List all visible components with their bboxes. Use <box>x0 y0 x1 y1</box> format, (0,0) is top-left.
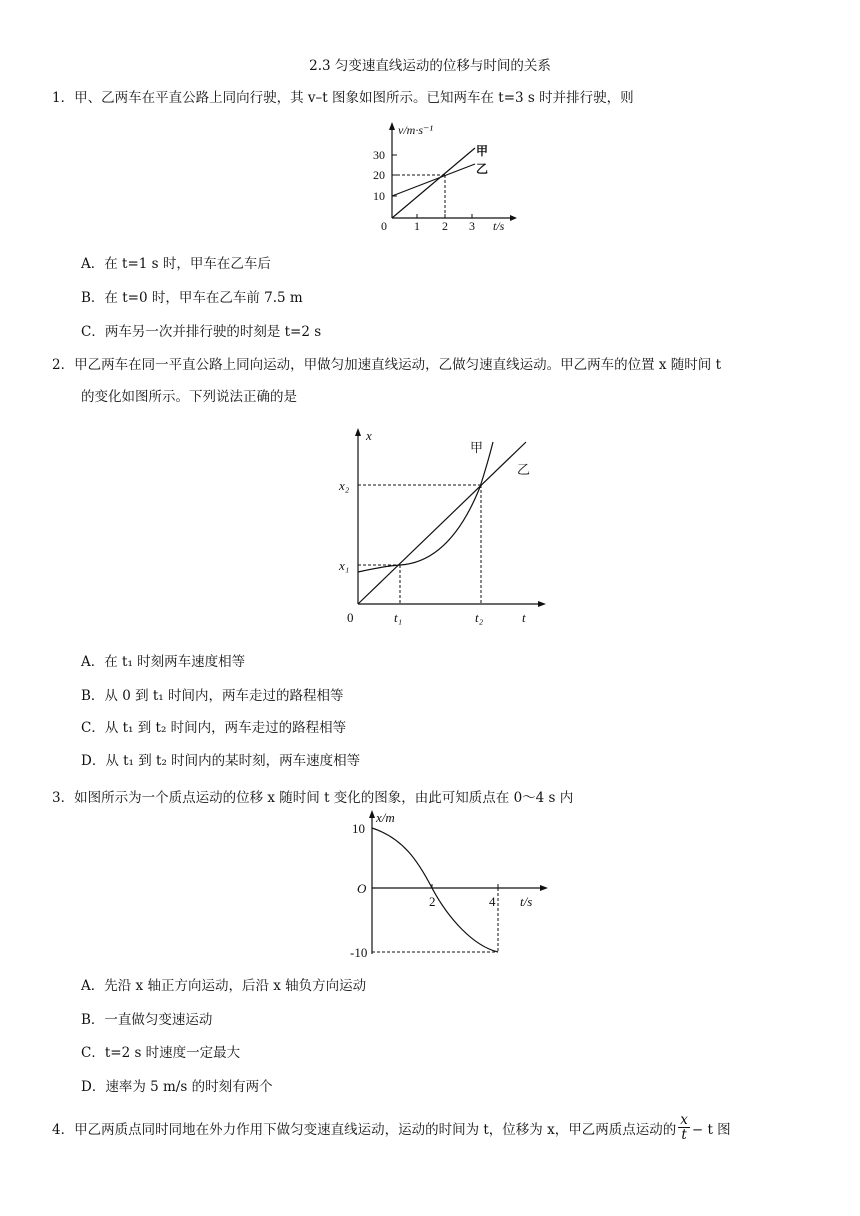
q1-option-b: B．在 t=0 时，甲车在乙车前 7.5 m <box>81 290 303 306</box>
t2-label: t₂ <box>475 610 484 625</box>
y-tick-10: 10 <box>373 189 385 203</box>
question-1-stem <box>52 86 634 106</box>
y-tick-30: 30 <box>373 148 385 162</box>
x-tick-2: 2 <box>429 894 436 909</box>
question-3-stem <box>52 786 573 806</box>
q3-option-d: D．速率为 5 m/s 的时刻有两个 <box>81 1079 273 1095</box>
y-tick-minus-10: -10 <box>350 945 368 960</box>
question-text-cont: − t 图 <box>691 1121 731 1138</box>
origin-label: 0 <box>381 219 387 233</box>
question-text: 如图所示为一个质点运动的位移 x 随时间 t 变化的图象，由此可知质点在 0～4 s 内 <box>74 790 574 806</box>
fraction-denominator: t <box>681 1127 687 1143</box>
t1-label: t₁ <box>394 610 403 625</box>
q2-option-b: B．从 0 到 t₁ 时间内，两车走过的路程相等 <box>81 688 344 704</box>
label-jia: 甲 <box>470 440 484 455</box>
x-tick-2: 2 <box>442 219 448 233</box>
origin-label: 0 <box>347 610 354 625</box>
q2-option-d: D．从 t₁ 到 t₂ 时间内的某时刻，两车速度相等 <box>81 753 361 769</box>
y-axis-label: x <box>366 428 372 443</box>
q2-option-a: A．在 t₁ 时刻两车速度相等 <box>81 654 246 670</box>
q1-option-a: A．在 t=1 s 时，甲车在乙车后 <box>81 256 271 272</box>
curve-x-t <box>372 828 498 952</box>
x-axis-label: t <box>522 610 526 625</box>
question-number: 3． <box>52 790 75 806</box>
x-tick-1: 1 <box>414 219 420 233</box>
y-tick-20: 20 <box>373 168 385 182</box>
line-jia <box>392 148 475 218</box>
q1-option-c: C．两车另一次并排行驶的时刻是 t=2 s <box>81 324 322 340</box>
q3-option-b: B．一直做匀变速运动 <box>81 1012 213 1028</box>
question-text: 甲乙两质点同时同地在外力作用下做匀变速直线运动，运动的时间为 t，位移为 x，甲乙两质点运动的 <box>74 1121 677 1138</box>
question-4-stem <box>52 1113 731 1142</box>
q1-vt-graph <box>362 118 522 236</box>
question-2-stem <box>52 353 721 373</box>
line-yi <box>392 164 475 196</box>
curve-jia <box>358 442 493 572</box>
q3-option-c: C．t=2 s 时速度一定最大 <box>81 1045 241 1061</box>
q3-xt-graph <box>348 806 558 964</box>
question-number: 1． <box>52 90 75 106</box>
x-tick-4: 4 <box>489 894 496 909</box>
x-axis-label: t/s <box>493 219 505 233</box>
y-tick-10: 10 <box>352 821 365 836</box>
label-jia: 甲 <box>476 144 489 158</box>
question-2-stem-cont: 的变化如图所示。下列说法正确的是 <box>81 389 297 405</box>
label-yi: 乙 <box>517 462 531 477</box>
question-text: 甲、乙两车在平直公路上同向行驶，其 v–t 图象如图所示。已知两车在 t=3 s 时并排行驶，则 <box>74 90 634 106</box>
y-axis-label: x/m <box>376 810 395 825</box>
line-yi <box>358 442 526 604</box>
fraction-x-over-t <box>678 1113 690 1142</box>
question-number: 2． <box>52 357 75 373</box>
x1-label: x₁ <box>339 558 350 573</box>
q2-xt-graph <box>330 422 560 634</box>
q3-option-a: A．先沿 x 轴正方向运动，后沿 x 轴负方向运动 <box>81 978 367 994</box>
x-tick-3: 3 <box>469 219 475 233</box>
x-axis-label: t/s <box>520 894 533 909</box>
origin-label: O <box>357 881 367 896</box>
label-yi: 乙 <box>476 162 489 176</box>
y-axis-label: v/m·s⁻¹ <box>398 123 433 137</box>
x2-label: x₂ <box>339 478 350 493</box>
question-number: 4． <box>52 1121 75 1138</box>
fraction-numerator: x <box>680 1112 688 1128</box>
q2-option-c: C．从 t₁ 到 t₂ 时间内，两车走过的路程相等 <box>81 720 347 736</box>
page-title: 2.3 匀变速直线运动的位移与时间的关系 <box>309 58 551 74</box>
question-text: 甲乙两车在同一平直公路上同向运动，甲做匀加速直线运动，乙做匀速直线运动。甲乙两车的位置 x 随时间 t <box>74 357 722 373</box>
